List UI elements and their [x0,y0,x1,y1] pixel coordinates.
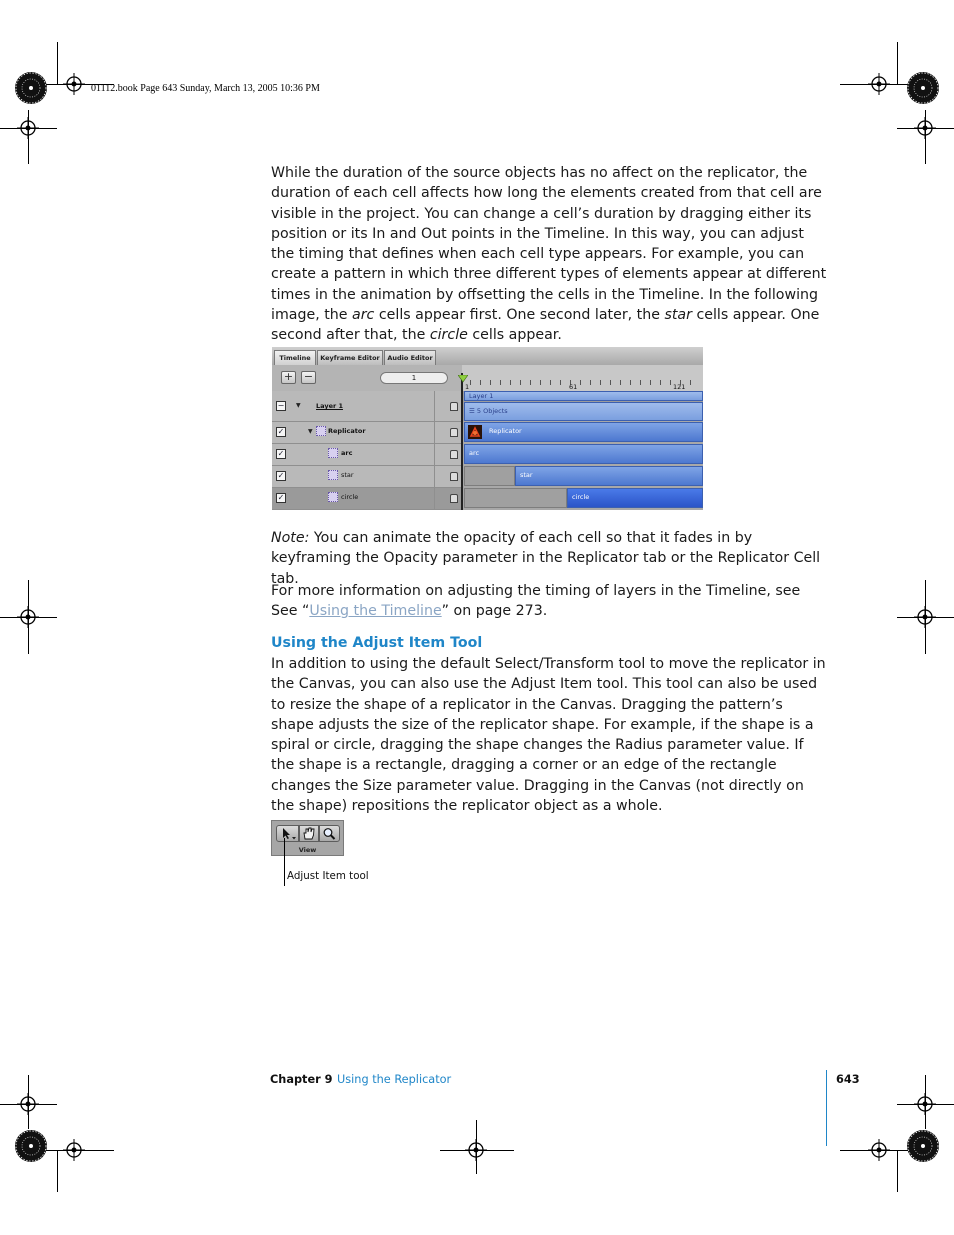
layer-name: arc [341,449,353,457]
palette-label: View [298,846,317,854]
layer-name: circle [341,493,359,501]
ruler-label: 61 [569,383,578,391]
remove-layer-button[interactable]: − [301,371,316,384]
using-the-timeline-link[interactable]: Using the Timeline [309,603,442,620]
playhead[interactable] [461,373,463,510]
page-number: 643 [836,1073,860,1086]
intro-paragraph: While the duration of the source objects has no affect on the replicator, the duration of each cell affects how long the elements created from that cell are visible in the project. You can change a cell’s duration by dragging either its position or its In and Out points in the Timeline. In this way, you can adjust the timing that defines when each cell type appears. For example, you can create a pattern in which three different types of elements appear at different times in the animation by offsetting the cells in the Timeline. In the following image, the arc cells appear first. One second later, the star cells appear. One second after that, the circle cells appear. [271,165,827,344]
layer-enable-checkbox[interactable]: ✓ [277,427,285,436]
zoom-icon [320,826,339,841]
timeline-screenshot [272,347,703,510]
hand-icon [300,826,318,841]
pan-tool-button[interactable] [299,825,319,842]
add-layer-button[interactable]: + [281,371,296,384]
adjust-item-paragraph: In addition to using the default Select/Transform tool to move the replicator in the Canvas, you can also use the Adjust Item tool. This tool can also be used to resize the shape of a replicator in the Canvas. Dragging the pattern’s shape adjusts the size of the replicator shape. For example, if the shape is a spiral or circle, dragging the shape changes the Radius parameter value. If the shape is a rectangle, dragging a corner or an edge of the rectangle changes the Size parameter value. Dragging in the Canvas (not directly on the shape) repositions the replicator object as a whole. [271,656,826,815]
layer-enable-checkbox[interactable]: ✓ [277,449,285,458]
track-bar[interactable] [464,402,703,421]
track-layer1 [462,391,703,421]
adjust-item-icon [277,826,298,841]
lock-icon[interactable] [450,472,458,481]
tab-keyframe-editor[interactable]: Keyframe Editor [317,350,383,365]
replicator-thumbnail-icon [468,425,482,439]
frame-field[interactable] [380,372,448,384]
print-slug: 01112.book Page 643 Sunday, March 13, 2005 10:36 PM [91,83,320,94]
track-bar[interactable]: Layer 1 [464,391,703,401]
lock-icon[interactable] [450,402,458,411]
callout-label: Adjust Item tool [287,870,369,882]
timeline-ruler[interactable] [462,365,703,392]
timeline-controls [272,365,462,392]
layer-name: Layer 1 [316,402,343,410]
cell-icon [328,492,338,502]
note-label: Note: [271,530,310,546]
callout-line [284,838,285,886]
footer-chapter: Chapter 9 [270,1073,333,1086]
more-info-paragraph: For more information on adjusting the timing of layers in the Timeline, see See “Using the Timeline” on page 273. [271,583,801,620]
replicator-icon [316,426,326,436]
ruler-label: 121 [673,383,686,391]
track-circle [462,488,703,509]
tab-timeline[interactable]: Timeline [274,350,316,365]
view-tool-palette [271,820,344,856]
empty-region [464,488,567,508]
disclosure-triangle-icon[interactable]: ▼ [308,428,313,435]
track-bar[interactable]: arc [464,444,703,464]
track-star [462,466,703,487]
disclosure-triangle-icon[interactable]: ▼ [296,402,301,409]
adjust-item-tool-button[interactable] [276,825,299,842]
zoom-tool-button[interactable] [319,825,340,842]
track-replicator [462,422,703,443]
layer-name: star [341,471,354,479]
note-text: You can animate the opacity of each cell so that it fades in by keyframing the Opacity parameter in the Replicator tab or the Replicator Cell tab. [271,530,821,587]
track-label: Replicator [489,427,522,435]
layer-name: Replicator [328,427,366,435]
frame-value: 1 [411,374,417,382]
timeline-tab-bar [272,347,703,365]
note-paragraph [271,528,827,589]
layer-enable-checkbox[interactable]: − [277,401,285,410]
track-arc [462,444,703,465]
lock-icon[interactable] [450,428,458,437]
track-bar[interactable] [464,422,703,442]
empty-region [464,466,515,486]
cell-icon [328,448,338,458]
object-count: 5 Objects [476,407,508,415]
footer-chapter-title[interactable]: Using the Replicator [337,1073,452,1086]
track-bar[interactable]: circle [567,488,703,508]
cell-icon [328,470,338,480]
lock-icon[interactable] [450,450,458,459]
playhead-marker-icon[interactable] [458,375,468,383]
ruler-label: 1 [465,383,470,391]
layer-enable-checkbox[interactable]: ✓ [277,471,285,480]
track-bar[interactable]: star [515,466,703,486]
tab-audio-editor[interactable]: Audio Editor [384,350,436,365]
lock-icon[interactable] [450,494,458,503]
section-heading: Using the Adjust Item Tool [271,635,483,651]
objects-icon: ☰ [469,407,477,415]
layer-enable-checkbox[interactable]: ✓ [277,493,285,502]
